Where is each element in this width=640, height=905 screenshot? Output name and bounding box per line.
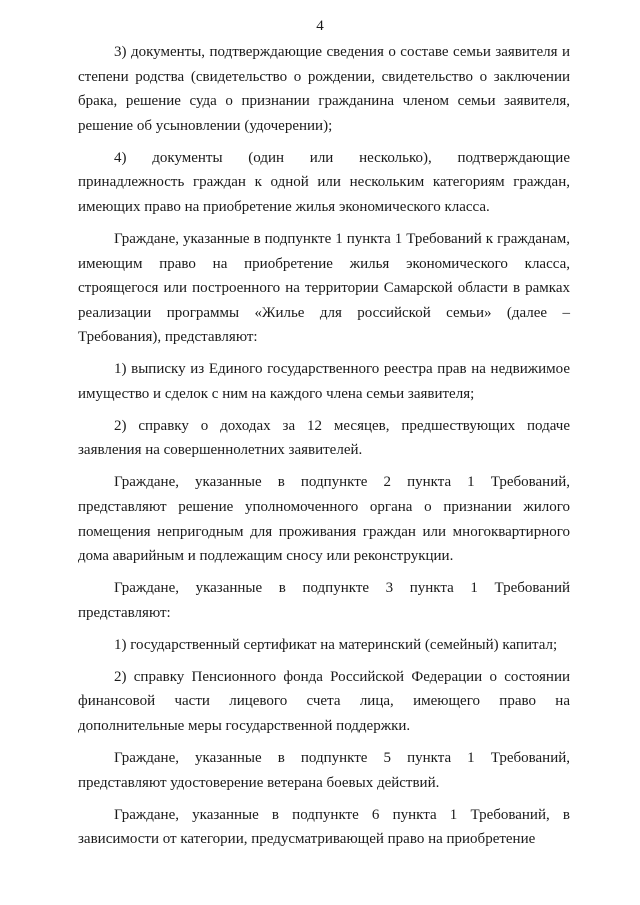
page-number: 4 <box>316 18 324 34</box>
paragraph-extract-registry: 1) выписку из Единого государственного реестра прав на недвижимое имущество и сделок с ним на каждого члена семьи заявителя; <box>78 361 570 402</box>
paragraph-citizens-subitem-2: Граждане, указанные в подпункте 2 пункта 1 Требований, представляют решение уполномоченного органа о признании жилого помещения непригодным для проживания граждан или многоквартирного дома аварийным и подлежащим сносу или реконструкции. <box>78 474 570 565</box>
paragraph-citizens-subitem-3: Граждане, указанные в подпункте 3 пункта 1 Требований представляют: <box>78 580 570 621</box>
paragraph-documents-family: 3) документы, подтверждающие сведения о составе семьи заявителя и степени родства (свидетельство о рождении, свидетельство о заключении брака, решение суда о признании гражданина членом семьи заявителя, решение об усыновлении (удочерении); <box>78 44 570 134</box>
paragraph-citizens-subitem-1: Граждане, указанные в подпункте 1 пункта 1 Требований к гражданам, имеющим право на приобретение жилья экономического класса, строящегося или построенного на территории Самарской области в рамках реализации программы «Жилье для российской семьи» (далее – Требования), представляют: <box>78 230 570 346</box>
paragraph-documents-category: 4) документы (один или несколько), подтверждающие принадлежность граждан к одной или нескольким категориям граждан, имеющих право на приобретение жилья экономического класса. <box>78 149 570 215</box>
paragraph-citizens-subitem-6: Граждане, указанные в подпункте 6 пункта 1 Требований, в зависимости от категории, предусматривающей право на приобретение <box>78 806 570 848</box>
paragraph-pension-fund-certificate: 2) справку Пенсионного фонда Российской Федерации о состоянии финансовой части лицевого счета лица, имеющего право на дополнительные меры государственной поддержки. <box>78 668 570 734</box>
paragraph-maternity-certificate: 1) государственный сертификат на материнский (семейный) капитал; <box>114 636 558 653</box>
paragraph-income-certificate: 2) справку о доходах за 12 месяцев, предшествующих подаче заявления на совершеннолетних заявителей. <box>78 417 570 459</box>
paragraph-citizens-subitem-5: Граждане, указанные в подпункте 5 пункта 1 Требований, представляют удостоверение ветерана боевых действий. <box>78 749 570 791</box>
document-body <box>78 40 570 859</box>
